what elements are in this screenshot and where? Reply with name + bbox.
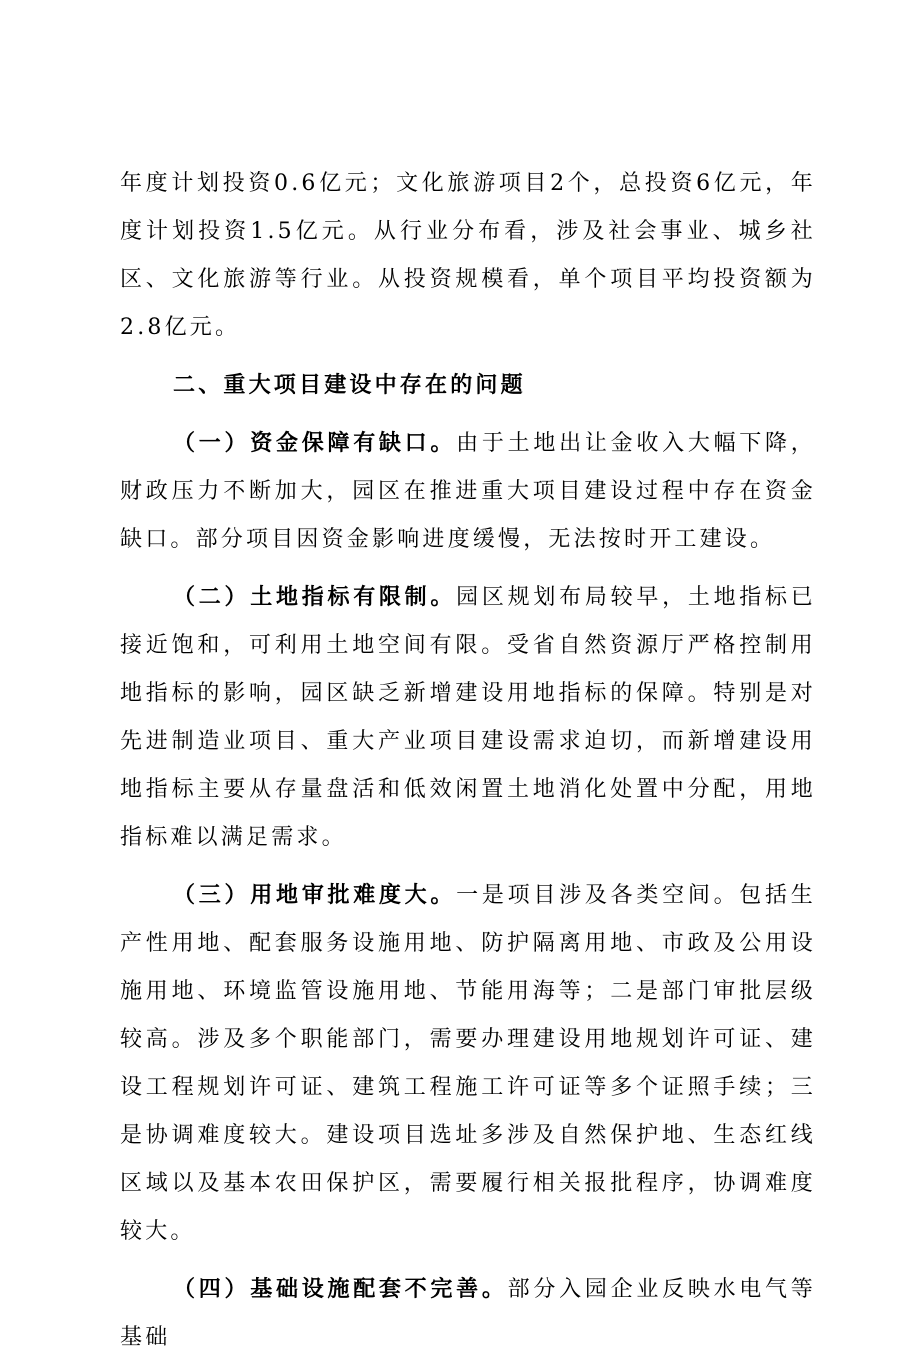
paragraph-infrastructure — [120, 1266, 816, 1362]
paragraph-text: 一是项目涉及各类空间。包括生产性用地、配套服务设施用地、防护隔离用地、市政及公用设施用地、环境监管设施用地、节能用海等；二是部门审批层级较高。涉及多个职能部门，需要办理建设用地规划许可证、建设工程规划许可证、建筑工程施工许可证等多个证照手续；三是协调难度较大。建设项目选址多涉及自然保护地、生态红线区域以及基本农田保护区，需要履行相关报批程序，协调难度较大。 — [120, 883, 816, 1244]
section-heading-problems — [120, 362, 816, 410]
document-body — [120, 160, 816, 1362]
paragraph-funding-gap — [120, 420, 816, 564]
paragraph-investment-summary — [120, 160, 816, 352]
paragraph-text: 园区规划布局较早，土地指标已接近饱和，可利用土地空间有限。受省自然资源厅严格控制用地指标的影响，园区缺乏新增建设用地指标的保障。特别是对先进制造业项目、重大产业项目建设需求迫切，而新增建设用地指标主要从存量盘活和低效闲置土地消化处置中分配，用地指标难以满足需求。 — [120, 585, 816, 850]
paragraph-text: 由于土地出让金收入大幅下降，财政压力不断加大，园区在推进重大项目建设过程中存在资金缺口。部分项目因资金影响进度缓慢，无法按时开工建设。 — [120, 431, 816, 552]
paragraph-heading: （一）资金保障有缺口。 — [173, 431, 457, 456]
paragraph-land-quota — [120, 574, 816, 862]
paragraph-heading: （二）土地指标有限制。 — [173, 585, 457, 610]
section-heading-text: 二、重大项目建设中存在的问题 — [173, 373, 526, 398]
paragraph-text: 部分入园企业反映水电气等基础 — [120, 1277, 816, 1350]
paragraph-heading: （四）基础设施配套不完善。 — [173, 1277, 508, 1302]
paragraph-land-approval — [120, 872, 816, 1256]
paragraph-heading: （三）用地审批难度大。 — [173, 883, 457, 908]
paragraph-text: 年度计划投资0.6亿元；文化旅游项目2个，总投资6亿元，年度计划投资1.5亿元。从行业分布看，涉及社会事业、城乡社区、文化旅游等行业。从投资规模看，单个项目平均投资额为2.8亿元。 — [120, 171, 816, 340]
